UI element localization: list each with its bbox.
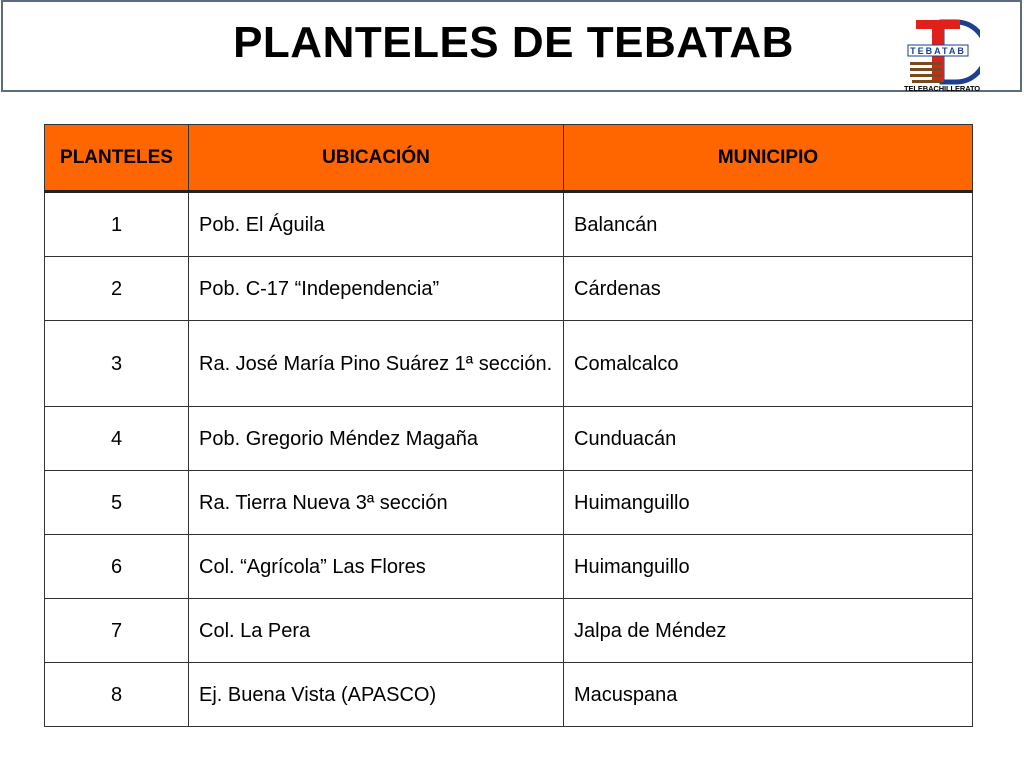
table-row: [45, 471, 973, 535]
table-row: [45, 321, 973, 407]
logo-text: TEBATAB: [910, 46, 966, 56]
logo-caption: TELEBACHILLERATO: [904, 84, 981, 93]
plantel-cell: 6: [45, 535, 189, 599]
ubicacion-cell: Col. La Pera: [189, 599, 564, 663]
municipio-cell: Macuspana: [564, 663, 973, 727]
ubicacion-cell: Ra. Tierra Nueva 3ª sección: [189, 471, 564, 535]
table-header-row: [45, 125, 973, 192]
column-header-ubicacion: UBICACIÓN: [189, 125, 564, 192]
plantel-cell: 7: [45, 599, 189, 663]
plantel-cell: 5: [45, 471, 189, 535]
municipio-cell: Cunduacán: [564, 407, 973, 471]
municipio-cell: Jalpa de Méndez: [564, 599, 973, 663]
title-bar: [1, 0, 1022, 92]
column-header-planteles: PLANTELES: [45, 125, 189, 192]
ubicacion-cell: Pob. Gregorio Méndez Magaña: [189, 407, 564, 471]
plantel-cell: 3: [45, 321, 189, 407]
municipio-cell: Comalcalco: [564, 321, 973, 407]
page-title: PLANTELES DE TEBATAB: [233, 18, 794, 67]
ubicacion-cell: Ej. Buena Vista (APASCO): [189, 663, 564, 727]
ubicacion-cell: Pob. El Águila: [189, 192, 564, 257]
table-row: [45, 407, 973, 471]
ubicacion-cell: Ra. José María Pino Suárez 1ª sección.: [189, 321, 564, 407]
municipio-cell: Huimanguillo: [564, 471, 973, 535]
municipio-cell: Balancán: [564, 192, 973, 257]
planteles-table-container: [44, 124, 972, 727]
plantel-cell: 4: [45, 407, 189, 471]
municipio-cell: Huimanguillo: [564, 535, 973, 599]
planteles-table: [44, 124, 973, 727]
plantel-cell: 8: [45, 663, 189, 727]
table-row: [45, 663, 973, 727]
ubicacion-cell: Pob. C-17 “Independencia”: [189, 257, 564, 321]
plantel-cell: 2: [45, 257, 189, 321]
table-row: [45, 192, 973, 257]
municipio-cell: Cárdenas: [564, 257, 973, 321]
column-header-municipio: MUNICIPIO: [564, 125, 973, 192]
table-row: [45, 599, 973, 663]
table-row: [45, 257, 973, 321]
table-row: [45, 535, 973, 599]
plantel-cell: 1: [45, 192, 189, 257]
ubicacion-cell: Col. “Agrícola” Las Flores: [189, 535, 564, 599]
